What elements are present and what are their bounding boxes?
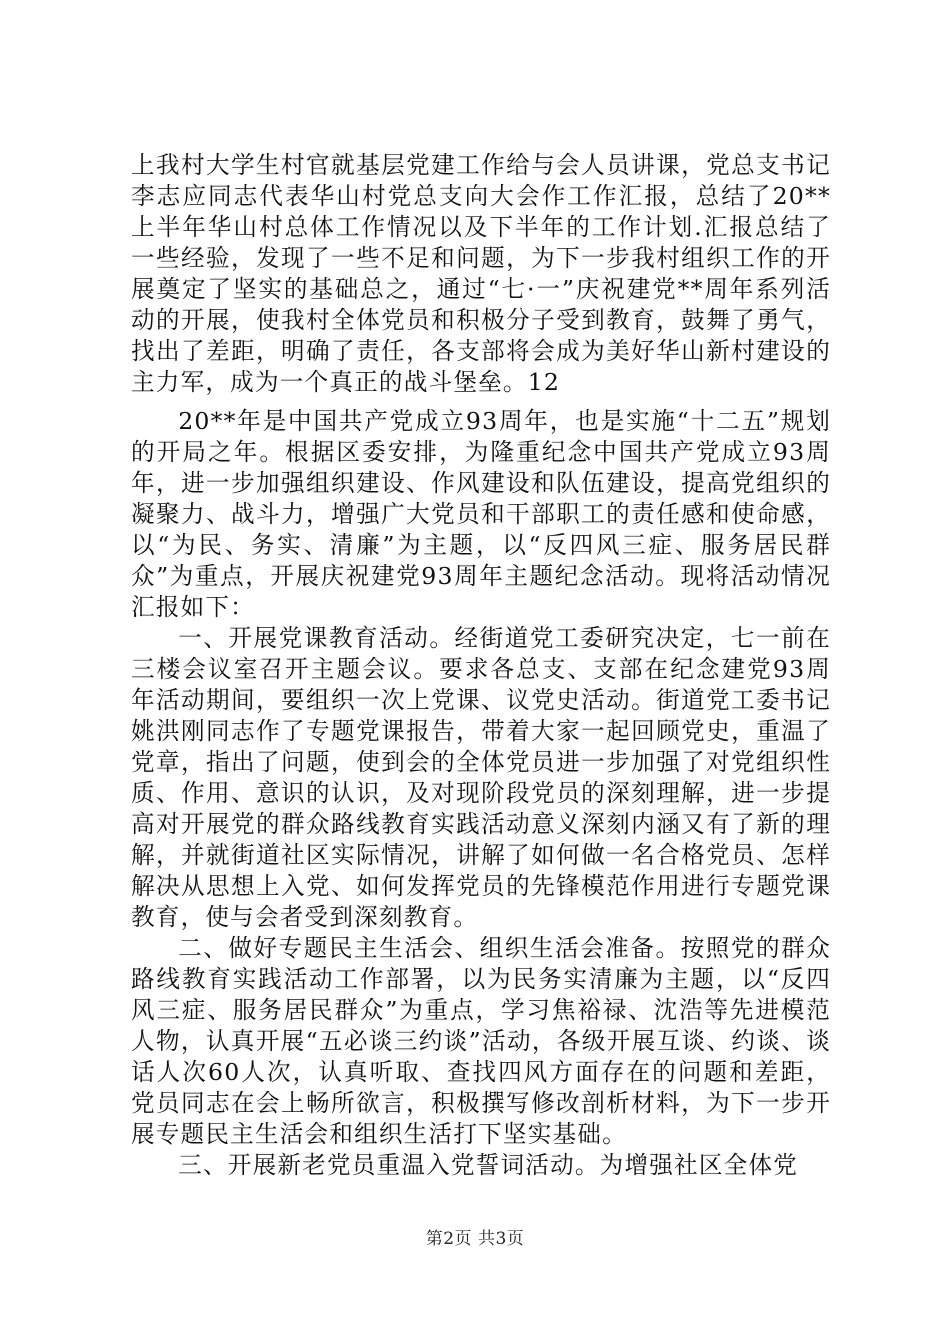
paragraph-continuation: 上我村大学生村官就基层党建工作给与会人员讲课，党总支书记李志应同志代表华山村党总支向大会作工作汇报，总结了20**上半年华山村总体工作情况以及下半年的工作计划.汇报总结了一些经验，发现了一些不足和问题，为下一步我村组织工作的开展奠定了坚实的基础总之，通过“七·一”庆祝建党**周年系列活动的开展，使我村全体党员和积极分子受到教育，鼓舞了勇气，找出了差距，明确了责任，各支部将会成为美好华山新村建设的主力军，成为一个真正的战斗堡垒。12: [131, 151, 831, 396]
paragraph-intro: 20**年是中国共产党成立93周年，也是实施“十二五”规划的开局之年。根据区委安排，为隆重纪念中国共产党成立93周年，进一步加强组织建设、作风建设和队伍建设，提高党组织的凝聚力、战斗力，增强广大党员和干部职工的责任感和使命感，以“为民、务实、清廉”为主题，以“反四风三症、服务居民群众”为重点，开展庆祝建党93周年主题纪念活动。现将活动情况汇报如下：: [131, 407, 831, 621]
document-body: [131, 150, 831, 1181]
paragraph-section-1: 一、开展党课教育活动。经街道党工委研究决定，七一前在三楼会议室召开主题会议。要求各总支、支部在纪念建党93周年活动期间，要组织一次上党课、议党史活动。街道党工委书记姚洪刚同志作了专题党课报告，带着大家一起回顾党史，重温了党章，指出了问题，使到会的全体党员进一步加强了对党组织性质、作用、意识的认识，及对现阶段党员的深刻理解，进一步提高对开展党的群众路线教育实践活动意义深刻内涵又有了新的理解，并就街道社区实际情况，讲解了如何做一名合格党员、怎样解决从思想上入党、如何发挥党员的先锋模范作用进行专题党课教育，使与会者受到深刻教育。: [131, 624, 831, 931]
page-footer: 第2页 共3页: [425, 1229, 525, 1249]
paragraph-section-2: 二、做好专题民主生活会、组织生活会准备。按照党的群众路线教育实践活动工作部署，以为民务实清廉为主题，以“反四风三症、服务居民群众”为重点，学习焦裕禄、沈浩等先进模范人物，认真开展“五必谈三约谈”活动，各级开展互谈、约谈、谈话人次60人次，认真听取、查找四风方面存在的问题和差距，党员同志在会上畅所欲言，积极撰写修改剖析材料，为下一步开展专题民主生活会和组织生活打下坚实基础。: [131, 934, 831, 1148]
paragraph-section-3: 三、开展新老党员重温入党誓词活动。为增强社区全体党: [178, 1151, 799, 1179]
